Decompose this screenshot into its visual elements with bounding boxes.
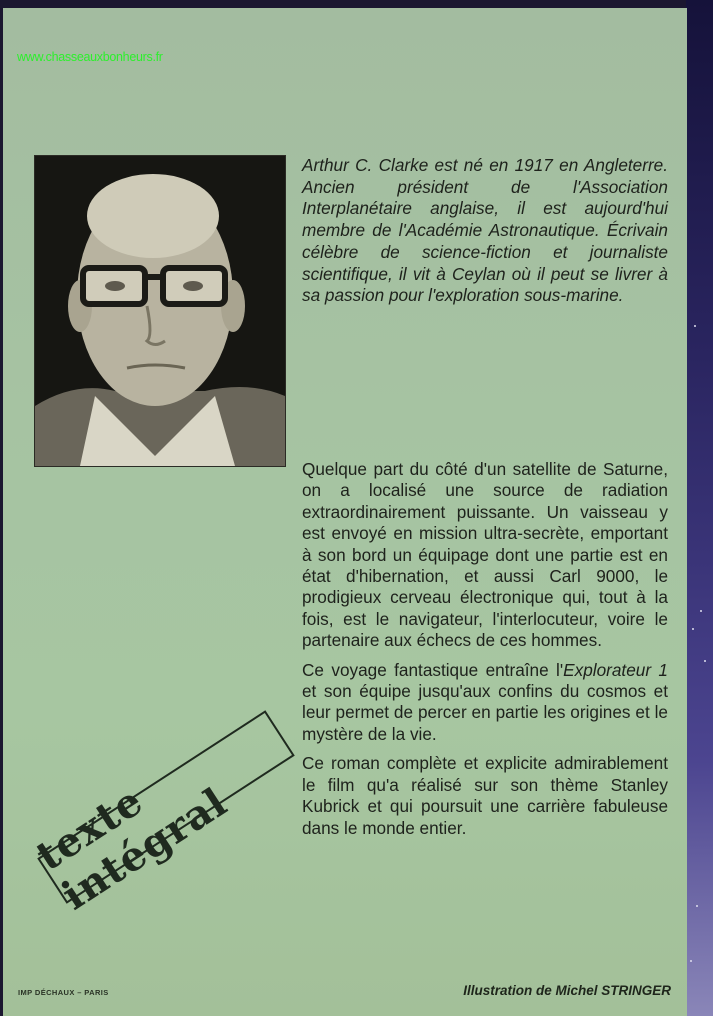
author-photo bbox=[34, 155, 286, 467]
summary-paragraph-1: Quelque part du côté d'un satellite de Saturne, on a localisé une source de radiation extraordinairement puissante. Un vaisseau y est envoyé en mission ultra-secrète, emportant à son bord un équipage dont une partie est en état d'hibernation, et aussi Carl 9000, le prodigieux cerveau électronique qui, tout à la fois, est le navigateur, l'interlocuteur, voire le partenaire aux échecs de ces hommes. bbox=[302, 459, 668, 651]
ship-name: Explorateur 1 bbox=[563, 659, 668, 680]
cover-art-edge bbox=[686, 0, 713, 1016]
summary-paragraph-3: Ce roman complète et explicite admirablement le film qu'a réalisé sur son thème Stanley Kubrick et qui poursuit une carrière fabuleuse dans le monde entier. bbox=[302, 753, 668, 838]
watermark: www.chasseauxbonheurs.fr bbox=[17, 50, 163, 64]
printer-imprint: IMP DÉCHAUX – PARIS bbox=[18, 988, 109, 997]
summary-paragraph-2: Ce voyage fantastique entraîne l'Explorateur 1 et son équipe jusqu'aux confins du cosmos et leur permet de percer en partie les origines et le mystère de la vie. bbox=[302, 659, 668, 744]
author-bio: Arthur C. Clarke est né en 1917 en Angleterre. Ancien président de l'Association Interplanétaire anglaise, il est aujourd'hui membre de l'Académie Astronautique. Écrivain célèbre de science-fiction et journaliste scientifique, il vit à Ceylan où il peut se livrer à sa passion pour l'exploration sous-marine. bbox=[302, 155, 668, 306]
illustration-credit: Illustration de Michel STRINGER bbox=[463, 983, 671, 998]
book-summary bbox=[302, 459, 668, 847]
texte-integral-stamp: texte intégral bbox=[37, 710, 295, 903]
